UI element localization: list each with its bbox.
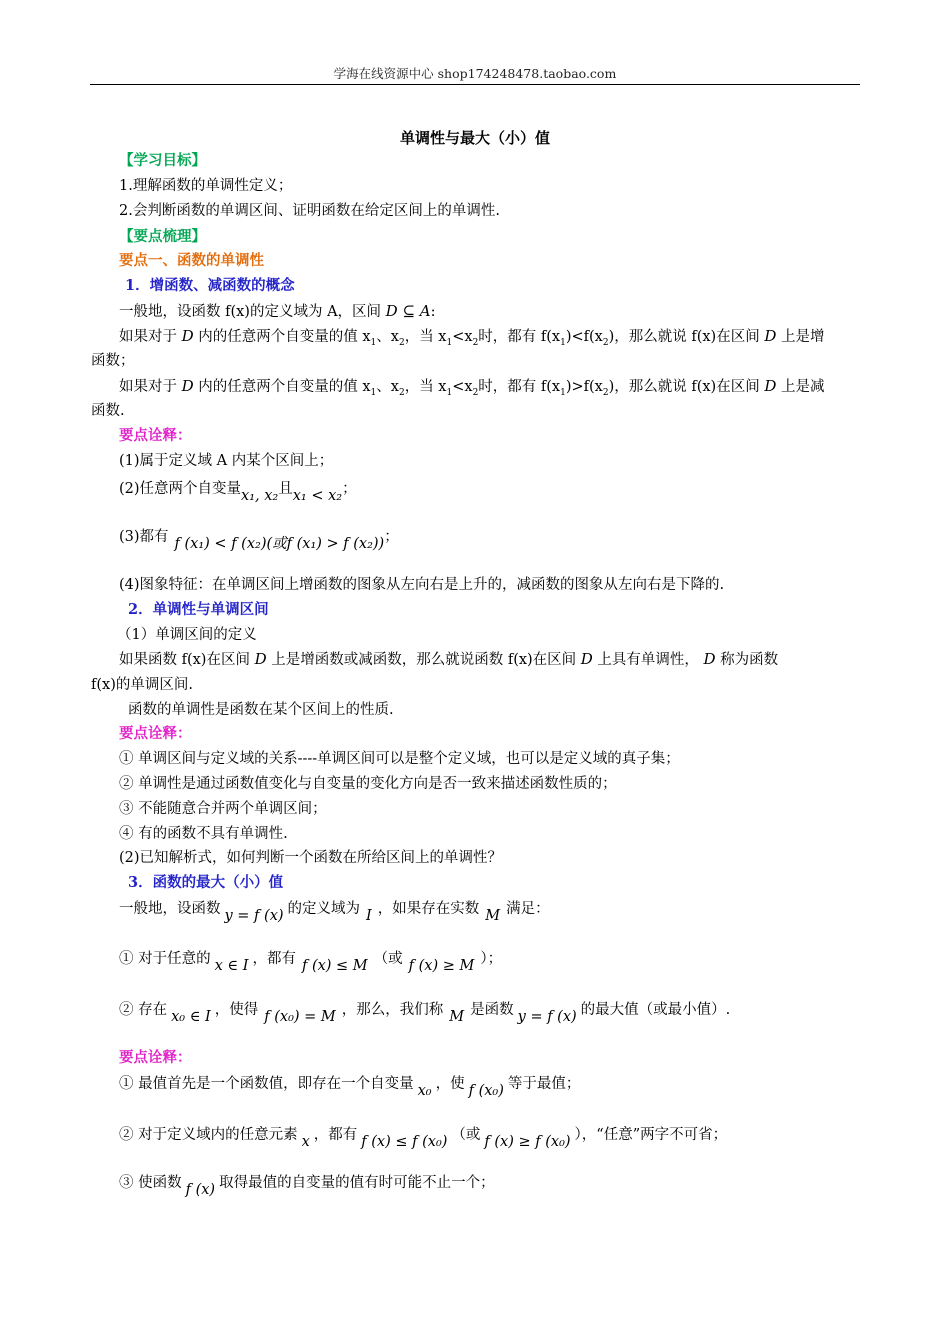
note-heading-1: 要点诠释： [119, 427, 192, 444]
sec2-question: (2)已知解析式，如何判断一个函数在所给区间上的单调性？ [119, 850, 503, 866]
page-header: 学海在线资源中心 shop174248478.taobao.com [333, 66, 617, 81]
sec1-para-3: 如果对于 D 内的任意两个自变量的值 $x_1$、$x_2$，当 $x_1<x_2$时，都有 $f(x_1)>f(x_2)$，那么就说 f(x)在区间 D 上是减 [119, 377, 825, 398]
sec1-heading: 1．增函数、减函数的概念 [125, 277, 295, 294]
note-1: (1)属于定义域 A 内某个区间上； [119, 453, 334, 469]
sec3-heading: 3．函数的最大（小）值 [128, 874, 284, 891]
sec2-note-4: ④ 有的函数不具有单调性. [119, 826, 288, 842]
sec3-condition-2: ② 存在 x₀ ∈ I ，使得 f (x₀) = M ，那么，我们称 M 是函数 y = f (x) 的最大值（或最小值）. [119, 1002, 731, 1025]
sec3-para-1: 一般地，设函数 y = f (x) 的定义域为 I ，如果存在实数 M 满足： [119, 901, 550, 924]
sec2-note-1: ① 单调区间与定义域的关系----单调区间可以是整个定义域，也可以是定义域的真子集； [119, 751, 680, 767]
sec2-para-1: 如果函数 f(x)在区间 D 上是增函数或减函数，那么就说函数 f(x)在区间 D 上具有单调性， D 称为函数 [119, 650, 779, 668]
sec2-heading: 2．单调性与单调区间 [128, 601, 269, 618]
sec3-note-3: ③ 使函数 f (x) 取得最值的自变量的值有时可能不止一个； [119, 1175, 495, 1198]
sec3-condition-1: ① 对于任意的 x ∈ I ，都有 f (x) ≤ M （或 f (x) ≥ M ）； [119, 951, 503, 974]
point1-heading: 要点一、函数的单调性 [119, 252, 264, 269]
goals-heading: 【学习目标】 [119, 152, 206, 169]
math-inequality: f (x₁) < f (x₂)(或f (x₁) > f (x₂)) [174, 536, 385, 552]
note-4: (4)图象特征：在单调区间上增函数的图象从左向右是上升的，减函数的图象从左向右是下降的. [119, 577, 725, 593]
sec2-para-1-cont: f(x)的单调区间. [91, 677, 193, 693]
points-heading: 【要点梳理】 [119, 228, 206, 245]
note-heading-2: 要点诠释： [119, 725, 192, 742]
math-x1-x2: x₁, x₂ [241, 488, 279, 504]
sec1-para-2-cont: 函数； [91, 353, 135, 369]
page-title: 单调性与最大（小）值 [399, 129, 550, 147]
goal-2: 2.会判断函数的单调区间、证明函数在给定区间上的单调性. [119, 203, 500, 219]
sec3-note-1: ① 最值首先是一个函数值，即存在一个自变量 x₀ ，使 f (x₀) 等于最值； [119, 1076, 581, 1099]
sec2-para-2: 函数的单调性是函数在某个区间上的性质. [128, 702, 394, 718]
note-2: (2)任意两个自变量x₁, x₂且x₁ < x₂； [119, 481, 357, 504]
goal-1: 1.理解函数的单调性定义； [119, 178, 293, 194]
note-heading-3: 要点诠释： [119, 1049, 192, 1066]
note-3: (3)都有 f (x₁) < f (x₂)(或f (x₁) > f (x₂))； [119, 529, 399, 552]
math-x1-lt-x2: x₁ < x₂ [292, 488, 343, 504]
sec1-para-1: 一般地，设函数 f(x)的定义域为 A，区间 D ⊆ A: [119, 302, 436, 320]
sec2-sub: （1）单调区间的定义 [117, 627, 257, 643]
sec2-note-3: ③ 不能随意合并两个单调区间； [119, 801, 327, 817]
sec1-para-2: 如果对于 D 内的任意两个自变量的值 $x_1$、$x_2$，当 $x_1<x_2$时，都有 $f(x_1)<f(x_2)$，那么就说 f(x)在区间 D 上是增 [119, 327, 825, 348]
sec1-para-3-cont: 函数. [91, 403, 125, 419]
sec3-note-2: ② 对于定义域内的任意元素 x ，都有 f (x) ≤ f (x₀) （或 f (x) ≥ f (x₀) ），“任意”两字不可省； [119, 1127, 728, 1150]
header-rule [90, 84, 860, 85]
sec2-note-2: ② 单调性是通过函数值变化与自变量的变化方向是否一致来描述函数性质的； [119, 776, 617, 792]
math-d-subset-a: D ⊆ A [385, 302, 431, 320]
